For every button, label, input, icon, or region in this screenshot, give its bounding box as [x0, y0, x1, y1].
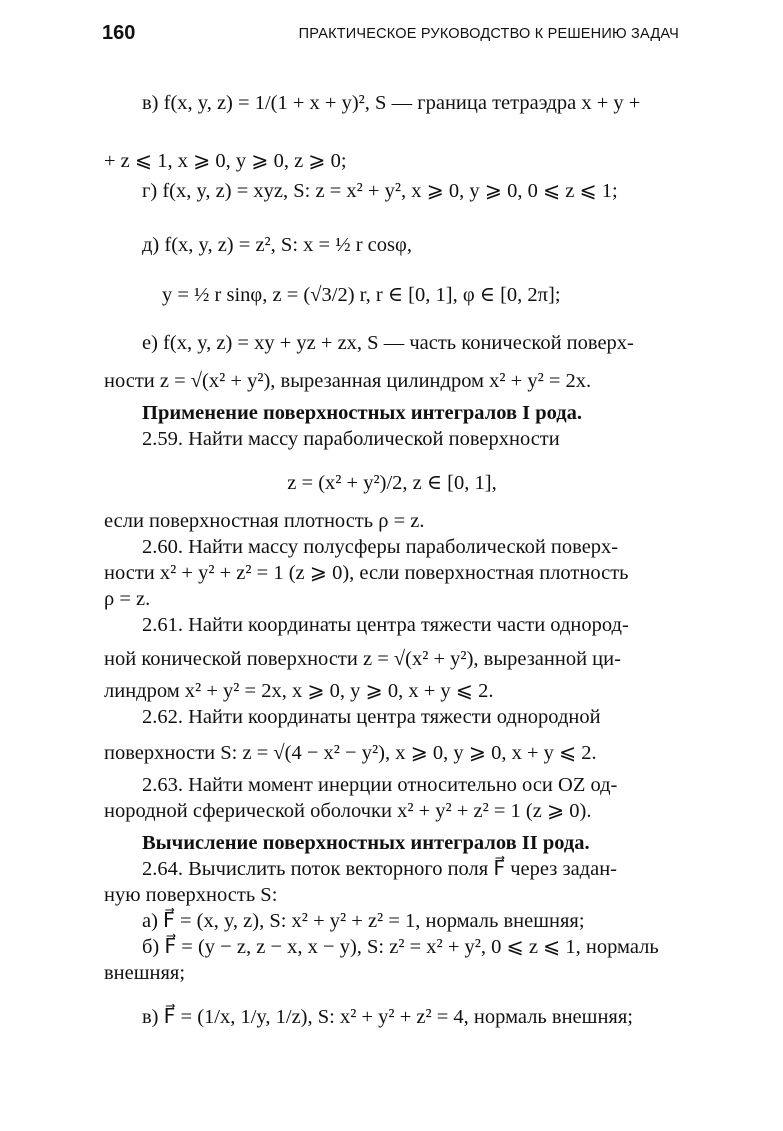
- text-line: y = ½ r sinφ, z = (√3/2) r, r ∈ [0, 1], φ ∈ [0, 2π];: [162, 284, 561, 306]
- problem-2-60: 2.60. Найти массу полусферы параболической поверх-: [142, 536, 619, 558]
- text-line: ности z = √(x² + y²), вырезанная цилиндром x² + y² = 2x.: [104, 370, 592, 392]
- problem-2-62: 2.62. Найти координаты центра тяжести однородной: [142, 706, 601, 728]
- text-line: ную поверхность S:: [104, 884, 278, 906]
- problem-2-63: 2.63. Найти момент инерции относительно оси OZ од-: [142, 774, 618, 796]
- text-line: ной конической поверхности z = √(x² + y²), вырезанной ци-: [104, 648, 621, 670]
- text-line: в) F⃗ = (1/x, 1/y, 1/z), S: x² + y² + z² = 4, нормаль внешняя;: [142, 1006, 633, 1028]
- text-line: нородной сферической оболочки x² + y² + z² = 1 (z ⩾ 0).: [104, 800, 592, 822]
- text-line: + z ⩽ 1, x ⩾ 0, y ⩾ 0, z ⩾ 0;: [104, 150, 347, 172]
- problem-2-61: 2.61. Найти координаты центра тяжести части однород-: [142, 614, 629, 636]
- text-line: б) F⃗ = (y − z, z − x, x − y), S: z² = x² + y², 0 ⩽ z ⩽ 1, нормаль: [142, 936, 659, 958]
- text-line: внешняя;: [104, 962, 186, 984]
- text-line: а) F⃗ = (x, y, z), S: x² + y² + z² = 1, нормаль внешняя;: [142, 910, 585, 932]
- text-line: ρ = z.: [104, 588, 151, 610]
- formula-line: z = (x² + y²)/2, z ∈ [0, 1],: [287, 472, 497, 494]
- text-line: г) f(x, y, z) = xyz, S: z = x² + y², x ⩾ 0, y ⩾ 0, 0 ⩽ z ⩽ 1;: [142, 180, 618, 202]
- running-title: ПРАКТИЧЕСКОЕ РУКОВОДСТВО К РЕШЕНИЮ ЗАДАЧ: [298, 26, 679, 42]
- section-heading: Применение поверхностных интегралов I рода.: [142, 402, 583, 424]
- text-line: в) f(x, y, z) = 1/(1 + x + y)², S — граница тетраэдра x + y +: [142, 92, 641, 114]
- page-number: 160: [102, 22, 136, 44]
- text-line: е) f(x, y, z) = xy + yz + zx, S — часть конической поверх-: [142, 332, 634, 354]
- problem-2-59: 2.59. Найти массу параболической поверхности: [142, 428, 560, 450]
- problem-2-64: 2.64. Вычислить поток векторного поля F⃗ через задан-: [142, 858, 617, 880]
- text-line: поверхности S: z = √(4 − x² − y²), x ⩾ 0, y ⩾ 0, x + y ⩽ 2.: [104, 742, 597, 764]
- text-line: линдром x² + y² = 2x, x ⩾ 0, y ⩾ 0, x + y ⩽ 2.: [104, 680, 494, 702]
- text-line: если поверхностная плотность ρ = z.: [104, 510, 425, 532]
- page-header: [102, 22, 679, 50]
- text-line: ности x² + y² + z² = 1 (z ⩾ 0), если поверхностная плотность: [104, 562, 629, 584]
- text-line: д) f(x, y, z) = z², S: x = ½ r cosφ,: [142, 234, 412, 256]
- section-heading: Вычисление поверхностных интегралов II рода.: [142, 832, 590, 854]
